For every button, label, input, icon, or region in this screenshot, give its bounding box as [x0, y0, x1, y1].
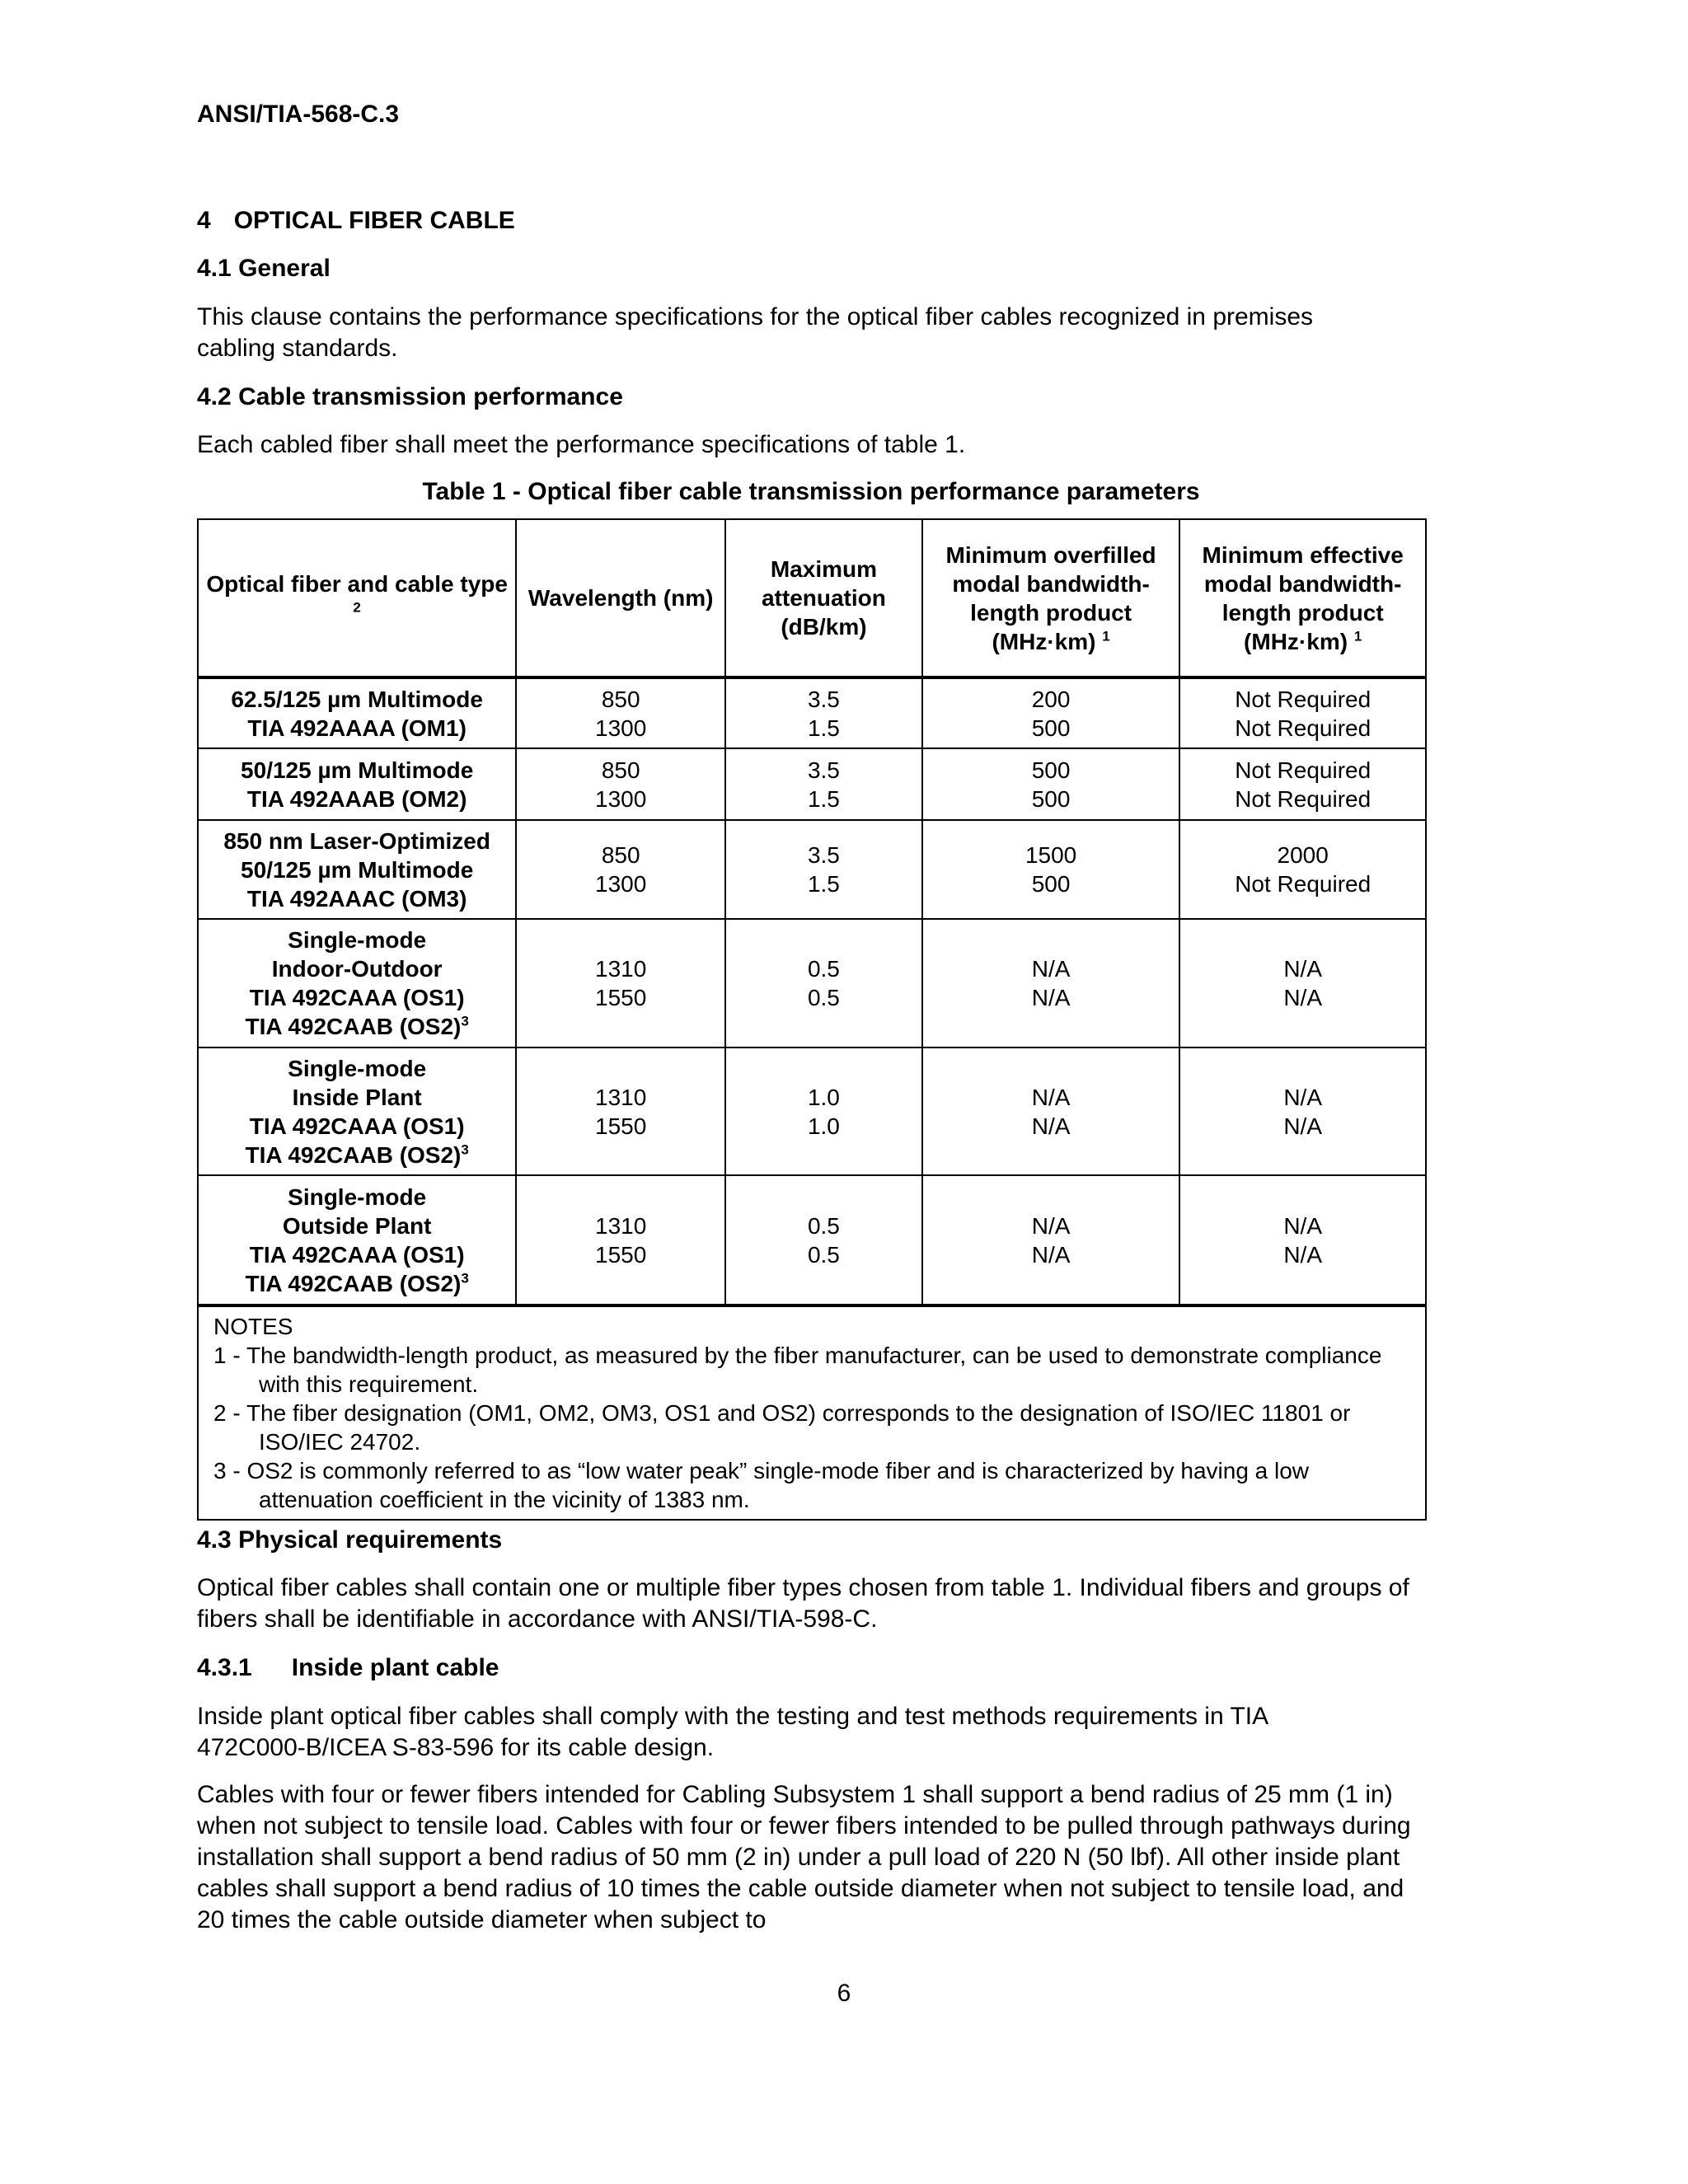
cell-text: 1500 — [1025, 842, 1077, 868]
notes-row — [198, 1305, 1426, 1520]
table-row — [198, 1175, 1426, 1305]
cell-text: N/A — [1283, 956, 1323, 982]
cell-line — [1184, 714, 1422, 743]
table-row — [198, 820, 1426, 919]
fiber-performance-table — [197, 518, 1427, 1521]
cell-text: Single-mode — [288, 1055, 427, 1081]
cell-line — [202, 1183, 512, 1212]
cell-line — [926, 714, 1176, 743]
cell-line — [1184, 756, 1422, 785]
cell-line — [202, 685, 512, 714]
cell-line — [202, 1112, 512, 1141]
cell-text: 50/125 µm Multimode — [241, 757, 474, 783]
column-header-text: Wavelength (nm) — [528, 585, 714, 611]
cell-text: 850 — [601, 757, 640, 783]
cell-text: N/A — [1031, 1084, 1071, 1110]
column-header — [1179, 519, 1426, 677]
cell-eff — [1179, 748, 1426, 820]
cell-type — [198, 748, 516, 820]
cell-line — [202, 785, 512, 813]
cell-line — [729, 1112, 918, 1141]
cell-eff — [1179, 820, 1426, 919]
cell-text: 200 — [1031, 686, 1071, 712]
cell-text: 3.5 — [807, 757, 840, 783]
cell-text: 3.5 — [807, 686, 840, 712]
section-4-3-1-heading — [197, 1652, 499, 1684]
cell-line — [926, 869, 1176, 898]
cell-wl — [516, 820, 725, 919]
cell-type — [198, 1175, 516, 1305]
cell-text: 500 — [1031, 785, 1071, 812]
column-header-text: Optical fiber and cable type — [206, 570, 508, 597]
cell-line — [729, 869, 918, 898]
cell-text: 1300 — [595, 785, 647, 812]
cell-line — [202, 884, 512, 913]
cell-text: Single-mode — [288, 1183, 427, 1210]
cell-text: 1.5 — [807, 715, 840, 741]
cell-text: 1300 — [595, 871, 647, 897]
cell-type — [198, 919, 516, 1047]
column-header — [516, 519, 725, 677]
section-4-1-heading — [197, 253, 331, 284]
cell-ofl — [922, 919, 1180, 1047]
cell-text: 1300 — [595, 715, 647, 741]
cell-text: Not Required — [1235, 715, 1372, 741]
cell-line — [926, 756, 1176, 785]
cell-text: 0.5 — [807, 985, 840, 1010]
cell-eff — [1179, 1047, 1426, 1175]
column-header-text: Minimum effective modal bandwidth-length product (MHz·km) — [1202, 541, 1404, 654]
cell-line — [926, 1083, 1176, 1112]
column-header-text: Minimum overfilled modal bandwidth-length product (MHz·km) — [945, 541, 1156, 654]
cell-wl — [516, 919, 725, 1047]
cell-line — [1184, 1240, 1422, 1269]
cell-att — [725, 820, 922, 919]
cell-line — [202, 1054, 512, 1083]
cell-text: Not Required — [1235, 686, 1372, 712]
cell-text: N/A — [1031, 956, 1071, 982]
cell-line — [520, 1112, 721, 1141]
cell-text: Not Required — [1235, 785, 1372, 812]
cell-line — [729, 1212, 918, 1240]
cell-text: TIA 492AAAA (OM1) — [247, 715, 467, 741]
table-note: 1 - The bandwidth-length product, as measured by the fiber manufacturer, can be used to demonstrate compliance with this requirement. — [213, 1343, 1382, 1397]
table-header-row — [198, 519, 1426, 677]
cell-line — [520, 1212, 721, 1240]
cell-line — [520, 1083, 721, 1112]
section-number: 4.2 — [197, 383, 232, 410]
cell-text: 850 — [601, 686, 640, 712]
cell-line — [926, 954, 1176, 983]
table-row — [198, 1047, 1426, 1175]
table-row — [198, 748, 1426, 820]
cell-line — [202, 1240, 512, 1269]
footnote-ref: 3 — [461, 1141, 469, 1158]
cell-text: N/A — [1031, 985, 1071, 1010]
cell-line — [202, 756, 512, 785]
cell-line — [1184, 869, 1422, 898]
cell-line — [729, 714, 918, 743]
section-4-2-paragraph: Each cabled fiber shall meet the performance specifications of table 1. — [197, 431, 966, 458]
cell-text: 1310 — [595, 956, 647, 982]
table-row — [198, 919, 1426, 1047]
cell-line — [202, 1269, 512, 1298]
cell-text: 850 nm Laser-Optimized — [223, 827, 490, 854]
cell-line — [1184, 1112, 1422, 1141]
cell-text: TIA 492CAAB (OS2) — [245, 1270, 462, 1296]
cell-line — [1184, 954, 1422, 983]
footnote-ref: 2 — [353, 599, 361, 616]
section-number: 4 — [197, 207, 211, 234]
cell-text: TIA 492CAAA (OS1) — [249, 1241, 465, 1268]
cell-text: 0.5 — [807, 1241, 840, 1268]
section-number: 4.3 — [197, 1526, 232, 1554]
cell-line — [202, 1083, 512, 1112]
section-4-3-1-paragraph-2: Cables with four or fewer fibers intended for Cabling Subsystem 1 shall support a bend radius of 25 mm (1 in) when not subject to tensile load. Cables with four or fewer fibers intended to be pulled through pathways during installation shall support a bend radius of 50 mm (2 in) under a pull load of 220 N (50 lbf). All other inside plant cables shall support a bend radius of 10 times the cable outside diameter when not subject to tensile load, and 20 times the cable outside diameter when subject to — [197, 1781, 1411, 1933]
cell-line — [729, 954, 918, 983]
cell-text: N/A — [1283, 1113, 1323, 1139]
cell-text: Single-mode — [288, 927, 427, 953]
cell-ofl — [922, 1175, 1180, 1305]
document-header: ANSI/TIA-568-C.3 — [197, 101, 400, 128]
cell-line — [202, 714, 512, 743]
cell-wl — [516, 677, 725, 748]
cell-text: N/A — [1031, 1113, 1071, 1139]
section-4-heading — [197, 205, 515, 237]
cell-line — [1184, 685, 1422, 714]
cell-line — [926, 1112, 1176, 1141]
table-note: 3 - OS2 is commonly referred to as “low water peak” single-mode fiber and is characterized by having a low attenuation coefficient in the vicinity of 1383 nm. — [213, 1458, 1310, 1512]
cell-ofl — [922, 677, 1180, 748]
cell-text: N/A — [1283, 1212, 1323, 1239]
table-row — [198, 677, 1426, 748]
table-title: Table 1 - Optical fiber cable transmission performance parameters — [422, 478, 1200, 505]
cell-line — [926, 841, 1176, 869]
cell-text: N/A — [1283, 1084, 1323, 1110]
cell-text: N/A — [1031, 1241, 1071, 1268]
cell-text: Inside Plant — [292, 1084, 422, 1110]
cell-line — [520, 785, 721, 813]
section-4-1-paragraph: This clause contains the performance specifications for the optical fiber cables recognized in premises cabling standards. — [197, 303, 1314, 362]
cell-line — [926, 1212, 1176, 1240]
cell-text: 0.5 — [807, 1212, 840, 1239]
cell-text: TIA 492CAAA (OS1) — [249, 985, 465, 1010]
cell-text: 500 — [1031, 715, 1071, 741]
cell-text: TIA 492CAAB (OS2) — [245, 1014, 462, 1039]
column-header — [922, 519, 1180, 677]
cell-line — [202, 827, 512, 855]
cell-text: 0.5 — [807, 956, 840, 982]
cell-line — [520, 714, 721, 743]
table-note: 2 - The fiber designation (OM1, OM2, OM3, OS1 and OS2) corresponds to the designation of ISO/IEC 11801 or ISO/IEC 24702. — [213, 1400, 1351, 1455]
footnote-ref: 1 — [1102, 628, 1110, 644]
cell-line — [202, 1141, 512, 1169]
cell-line — [729, 1240, 918, 1269]
cell-wl — [516, 1047, 725, 1175]
cell-text: 3.5 — [807, 842, 840, 868]
section-title: General — [238, 255, 331, 282]
footnote-ref: 3 — [461, 1013, 469, 1029]
cell-wl — [516, 1175, 725, 1305]
cell-ofl — [922, 1047, 1180, 1175]
cell-text: Not Required — [1235, 757, 1372, 783]
cell-line — [1184, 983, 1422, 1012]
cell-text: 50/125 µm Multimode — [241, 856, 474, 883]
cell-text: 1310 — [595, 1084, 647, 1110]
cell-att — [725, 919, 922, 1047]
cell-line — [926, 983, 1176, 1012]
section-number: 4.3.1 — [197, 1654, 252, 1681]
notes-label: NOTES — [213, 1314, 293, 1339]
cell-text: TIA 492AAAB (OM2) — [246, 785, 467, 812]
cell-line — [1184, 841, 1422, 869]
column-header — [198, 519, 516, 677]
cell-text: 62.5/125 µm Multimode — [231, 686, 483, 712]
section-title: Inside plant cable — [291, 1654, 499, 1681]
table-notes — [198, 1305, 1426, 1520]
page-number: 6 — [837, 1980, 851, 2007]
cell-text: 500 — [1031, 757, 1071, 783]
cell-text: TIA 492CAAA (OS1) — [249, 1113, 465, 1139]
cell-line — [926, 685, 1176, 714]
cell-text: 850 — [601, 842, 640, 868]
cell-text: TIA 492AAAC (OM3) — [246, 885, 467, 912]
cell-text: N/A — [1283, 985, 1323, 1010]
cell-eff — [1179, 1175, 1426, 1305]
cell-type — [198, 820, 516, 919]
cell-att — [725, 1175, 922, 1305]
cell-line — [520, 954, 721, 983]
cell-line — [1184, 1212, 1422, 1240]
cell-ofl — [922, 748, 1180, 820]
cell-text: N/A — [1283, 1241, 1323, 1268]
cell-text: TIA 492CAAB (OS2) — [245, 1141, 462, 1168]
cell-ofl — [922, 820, 1180, 919]
cell-line — [520, 983, 721, 1012]
cell-line — [729, 756, 918, 785]
cell-line — [926, 785, 1176, 813]
cell-line — [729, 983, 918, 1012]
footnote-ref: 1 — [1353, 628, 1362, 644]
cell-type — [198, 1047, 516, 1175]
cell-eff — [1179, 677, 1426, 748]
cell-line — [202, 855, 512, 884]
cell-text: 1550 — [595, 985, 647, 1010]
cell-line — [202, 1012, 512, 1041]
cell-text: 1.5 — [807, 785, 840, 812]
section-4-2-heading — [197, 382, 623, 413]
cell-text: 1550 — [595, 1113, 647, 1139]
cell-text: 1310 — [595, 1212, 647, 1239]
footnote-ref: 3 — [461, 1270, 469, 1286]
cell-line — [520, 756, 721, 785]
section-title: Cable transmission performance — [238, 383, 623, 410]
cell-line — [729, 685, 918, 714]
cell-text: 2000 — [1277, 842, 1329, 868]
section-4-3-heading — [197, 1525, 502, 1556]
cell-line — [729, 785, 918, 813]
cell-text: 1550 — [595, 1241, 647, 1268]
section-number: 4.1 — [197, 255, 232, 282]
cell-text: Not Required — [1235, 871, 1372, 897]
cell-line — [520, 841, 721, 869]
cell-line — [1184, 785, 1422, 813]
cell-text: N/A — [1031, 1212, 1071, 1239]
cell-text: 500 — [1031, 871, 1071, 897]
cell-text: 1.5 — [807, 871, 840, 897]
column-header-text: Maximum attenuation (dB/km) — [761, 556, 886, 640]
cell-att — [725, 1047, 922, 1175]
section-title: Physical requirements — [238, 1526, 503, 1554]
cell-att — [725, 748, 922, 820]
cell-line — [520, 1240, 721, 1269]
cell-wl — [516, 748, 725, 820]
cell-text: 1.0 — [807, 1113, 840, 1139]
cell-type — [198, 677, 516, 748]
cell-att — [725, 677, 922, 748]
cell-text: Indoor-Outdoor — [271, 956, 443, 982]
section-title: OPTICAL FIBER CABLE — [233, 207, 515, 234]
cell-text: Outside Plant — [282, 1212, 432, 1239]
cell-line — [520, 869, 721, 898]
cell-line — [202, 1212, 512, 1240]
cell-line — [202, 983, 512, 1012]
section-4-3-1-paragraph-1: Inside plant optical fiber cables shall comply with the testing and test methods requirements in TIA 472C000-B/ICEA S-83-596 for its cable design. — [197, 1703, 1268, 1761]
cell-line — [202, 954, 512, 983]
cell-line — [729, 841, 918, 869]
section-4-3-paragraph: Optical fiber cables shall contain one or multiple fiber types chosen from table 1. Individual fibers and groups of fibers shall be identifiable in accordance with ANSI/TIA-598-C. — [197, 1574, 1409, 1633]
cell-line — [520, 685, 721, 714]
cell-line — [202, 926, 512, 954]
cell-line — [1184, 1083, 1422, 1112]
cell-text: 1.0 — [807, 1084, 840, 1110]
column-header — [725, 519, 922, 677]
cell-line — [729, 1083, 918, 1112]
cell-eff — [1179, 919, 1426, 1047]
cell-line — [926, 1240, 1176, 1269]
